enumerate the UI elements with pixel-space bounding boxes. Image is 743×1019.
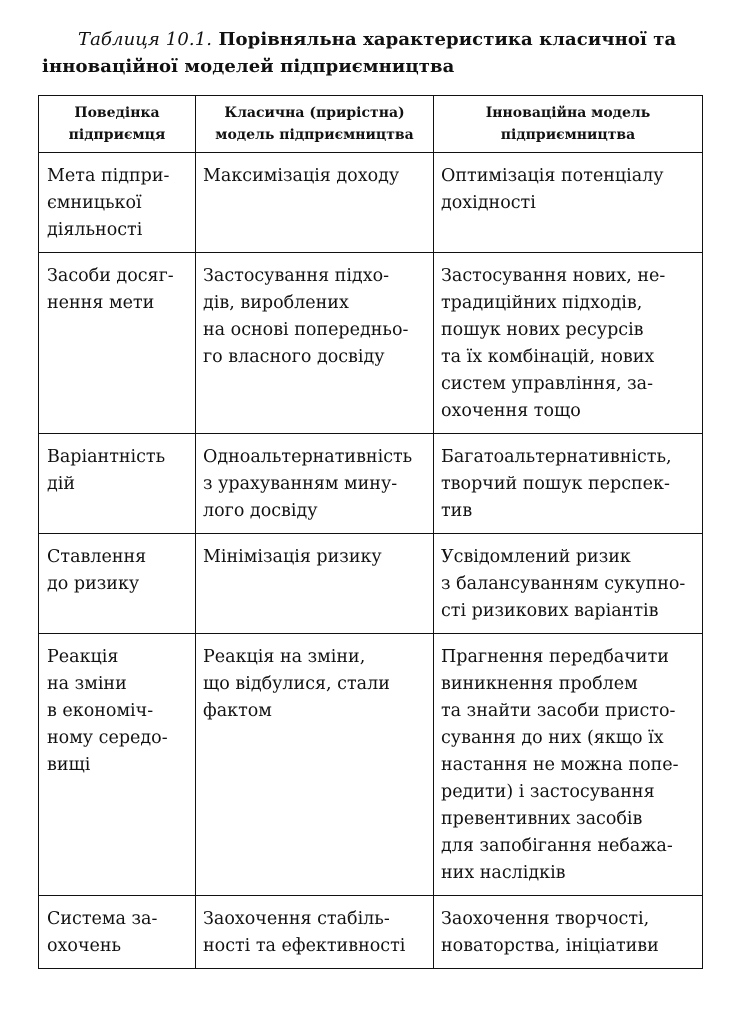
cell-innovative: Заохочення творчості, новаторства, ініціативи	[434, 896, 703, 969]
table-row	[39, 534, 703, 634]
cell-behavior: Засоби досяг- нення мети	[39, 253, 196, 434]
header-classic-model: Класична (прирістна) модель підприємництва	[196, 96, 434, 153]
table-caption-title: Порівняльна характеристика класичної та інноваційної моделей підприємництва	[42, 29, 677, 77]
cell-behavior: Ставлення до ризику	[39, 534, 196, 634]
cell-classic: Одноальтернативність з урахуванням мину- лого досвіду	[196, 434, 434, 534]
cell-behavior: Реакція на зміни в економіч- ному середо- вищі	[39, 634, 196, 896]
cell-innovative: Оптимізація потенціалу дохідності	[434, 153, 703, 253]
cell-classic: Реакція на зміни, що відбулися, стали фактом	[196, 634, 434, 896]
cell-innovative: Прагнення передбачити виникнення проблем та знайти засоби присто- сування до них (якщо їх настання не можна попе- редити) і застосування превентивних засобів для запобігання небажа- них наслідків	[434, 634, 703, 896]
table-header-row	[39, 96, 703, 153]
cell-classic: Мінімізація ризику	[196, 534, 434, 634]
header-innovative-model: Інноваційна модель підприємництва	[434, 96, 703, 153]
cell-behavior: Система за- охочень	[39, 896, 196, 969]
table-row	[39, 253, 703, 434]
cell-innovative: Усвідомлений ризик з балансуванням сукупно- сті ризикових варіантів	[434, 534, 703, 634]
table-row	[39, 634, 703, 896]
cell-innovative: Багатоальтернативність, творчий пошук перспек- тив	[434, 434, 703, 534]
cell-classic: Максимізація доходу	[196, 153, 434, 253]
table-caption	[42, 26, 706, 80]
cell-behavior: Варіантність дій	[39, 434, 196, 534]
cell-classic: Застосування підхо- дів, вироблених на основі попередньо- го власного досвіду	[196, 253, 434, 434]
cell-classic: Заохочення стабіль- ності та ефективності	[196, 896, 434, 969]
table-row	[39, 896, 703, 969]
cell-innovative: Застосування нових, не- традиційних підходів, пошук нових ресурсів та їх комбінацій, нових систем управління, за- охочення тощо	[434, 253, 703, 434]
table-row	[39, 434, 703, 534]
table-row	[39, 153, 703, 253]
cell-behavior: Мета підпри- ємницької діяльності	[39, 153, 196, 253]
table-caption-label: Таблиця 10.1.	[78, 29, 213, 50]
header-behavior: Поведінка підприємця	[39, 96, 196, 153]
comparison-table	[38, 95, 703, 969]
